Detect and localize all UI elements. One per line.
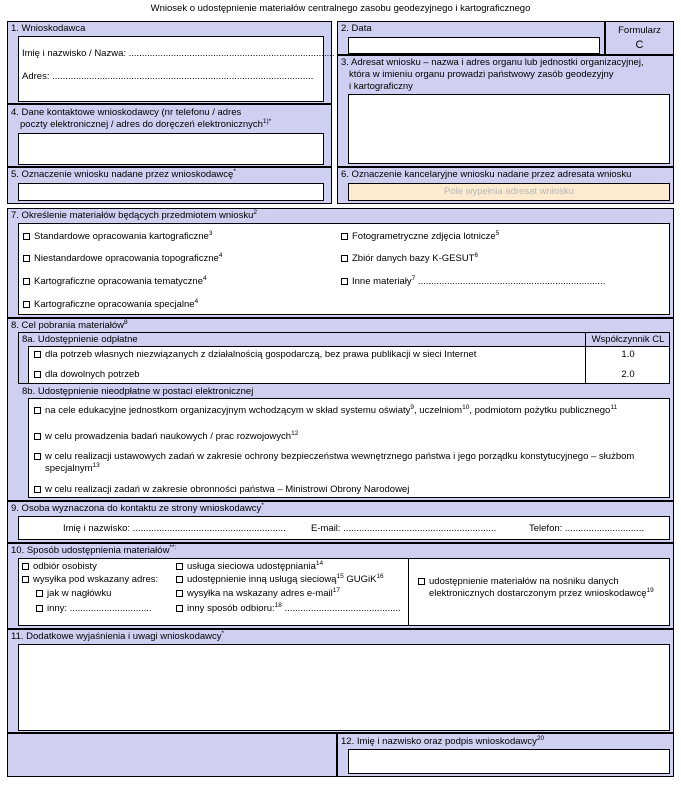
checkbox[interactable]	[22, 576, 29, 583]
free-option-education[interactable]	[34, 405, 617, 417]
option-label: w celu realizacji ustawowych zadań w zakresie ochrony bezpieczeństwa wewnętrznego państwa i jego porządku konstytucyjnego – służbom	[45, 451, 635, 462]
section-2-heading: 2. Data	[341, 23, 372, 34]
section-8a-heading: 8a. Udostępnienie odpłatne	[22, 334, 138, 345]
checkbox[interactable]	[36, 590, 43, 597]
section-8-heading-text: 8. Cel pobrania materiałów	[11, 320, 125, 331]
applicant-box[interactable]	[18, 36, 324, 102]
option-dots: .......................................................................	[415, 276, 606, 287]
section-4-heading-line2	[20, 119, 271, 131]
office-reference-placeholder: Pole wypełnia adresat wniosku	[444, 186, 574, 197]
free-option-security-line2	[45, 463, 100, 475]
section-11-heading	[11, 631, 224, 643]
footnote-mark: 7	[411, 274, 416, 282]
footnote-mark: *	[261, 501, 264, 509]
option-label: Standardowe opracowania kartograficzne	[34, 231, 209, 242]
delivery-personal-pickup[interactable]	[22, 561, 97, 573]
material-option-thematic[interactable]	[23, 276, 207, 288]
checkbox[interactable]	[34, 453, 41, 460]
delivery-email[interactable]	[176, 588, 340, 600]
checkbox[interactable]	[22, 563, 29, 570]
option-label: w celu prowadzenia badań naukowych / prac rozwojowych	[45, 431, 292, 442]
section-1-heading: 1. Wnioskodawca	[11, 23, 86, 34]
option-label: , podmiotom pożytku publicznego	[469, 405, 611, 416]
section-10-heading	[11, 545, 176, 557]
paid-option-own-use[interactable]	[34, 349, 476, 361]
addressee-box[interactable]	[348, 94, 670, 164]
checkbox[interactable]	[23, 301, 30, 308]
footnote-mark: 18	[274, 601, 282, 609]
footnote-mark: 2	[253, 208, 257, 216]
option-label: Kartograficzne opracowania tematyczne	[34, 276, 203, 287]
footnote-mark: 5	[495, 229, 500, 237]
footnote-mark: 13	[92, 461, 100, 469]
option-label: wysyłka pod wskazany adres:	[33, 574, 159, 585]
option-label: wysyłka na wskazany adres e-mail	[187, 588, 333, 599]
option-label: udostępnienie inną usługą sieciową	[187, 574, 337, 585]
material-option-other[interactable]	[341, 276, 605, 288]
option-label: Zbiór danych bazy K-GESUT	[352, 253, 475, 264]
remarks-textarea[interactable]	[18, 644, 670, 731]
section-11-heading-text: 11. Dodatkowe wyjaśnienia i uwagi wnioskodawcy	[11, 631, 222, 642]
contact-data-box[interactable]	[18, 133, 324, 165]
option-label: Kartograficzne opracowania specjalne	[34, 299, 195, 310]
contact-phone-field[interactable]: Telefon: ..............................	[529, 523, 645, 534]
footnote-mark: *	[221, 629, 225, 637]
checkbox[interactable]	[34, 407, 41, 414]
section-10-heading-text: 10. Sposób udostępnienia materiałów	[11, 545, 170, 556]
material-option-nonstandard[interactable]	[23, 253, 222, 265]
delivery-divider	[408, 558, 409, 626]
footnote-mark: 17	[332, 586, 340, 594]
footnote-mark: 16	[376, 572, 384, 580]
section-5-heading	[11, 169, 236, 181]
checkbox[interactable]	[36, 605, 43, 612]
section-8-heading	[11, 320, 128, 332]
option-label: GUGiK	[343, 574, 377, 585]
checkbox[interactable]	[34, 433, 41, 440]
option-label: Inne materiały	[352, 276, 412, 287]
section-3-heading-line2: która w imieniu organu prowadzi państwowy zasób geodezyjny	[349, 69, 614, 80]
option-label: dla dowolnych potrzeb	[45, 369, 140, 380]
footnote-mark: 4	[218, 251, 223, 259]
section-7-heading	[11, 210, 257, 222]
date-input[interactable]	[348, 37, 600, 54]
checkbox[interactable]	[23, 255, 30, 262]
signature-field[interactable]	[348, 749, 670, 774]
form-label: Formularz	[618, 25, 661, 36]
checkbox[interactable]	[341, 233, 348, 240]
checkbox[interactable]	[176, 576, 183, 583]
applicant-reference-input[interactable]	[18, 183, 324, 201]
section-6-heading: 6. Oznaczenie kancelaryjne wniosku nadane przez adresata wniosku	[341, 169, 632, 180]
material-option-special[interactable]	[23, 299, 198, 311]
footnote-mark: 4	[202, 274, 207, 282]
option-label: Niestandardowe opracowania topograficzne	[34, 253, 219, 264]
option-label: na cele edukacyjne jednostkom organizacyjnym wchodzącym w skład systemu oświaty	[45, 405, 411, 416]
footnote-mark: 8	[124, 318, 128, 326]
footnote-mark: **:	[169, 543, 177, 551]
delivery-other-way[interactable]	[176, 603, 401, 615]
footnote-mark: 3	[208, 229, 213, 237]
footnote-mark: 11	[610, 403, 618, 411]
option-label: dla potrzeb własnych niezwiązanych z działalnością gospodarczą, bez prawa publikacji w sieci Internet	[45, 349, 477, 360]
section-12-heading	[341, 736, 544, 748]
section-12-heading-text: 12. Imię i nazwisko oraz podpis wnioskodawcy	[341, 736, 537, 747]
material-option-standard[interactable]	[23, 231, 212, 243]
option-label: udostępnienie materiałów na nośniku danych	[429, 576, 619, 587]
checkbox[interactable]	[23, 233, 30, 240]
footnote-mark: 15	[336, 572, 344, 580]
footnote-mark: 9	[410, 403, 415, 411]
footnote-mark: 14	[315, 559, 324, 567]
option-label: odbiór osobisty	[33, 561, 97, 572]
option-label: inny: ...............................	[47, 603, 152, 614]
contact-email-field[interactable]: E-mail: ..........................................................	[311, 523, 497, 534]
footnote-mark: 12	[291, 429, 299, 437]
free-option-security[interactable]	[34, 451, 634, 463]
option-label: jak w nagłówku	[47, 588, 112, 599]
option-label: specjalnym	[45, 463, 93, 474]
footnote-mark: 20	[536, 734, 545, 742]
checkbox[interactable]	[34, 371, 41, 378]
section-4-heading-line2-text: poczty elektronicznej / adres do doręczeń elektronicznych	[20, 119, 263, 130]
delivery-ship-to-address[interactable]	[22, 574, 158, 586]
footnote-mark: 19	[646, 586, 654, 594]
checkbox[interactable]	[341, 278, 348, 285]
option-label: Fotogrametryczne zdjęcia lotnicze	[352, 231, 496, 242]
delivery-data-carrier[interactable]	[418, 576, 619, 588]
signature-blank-area	[7, 733, 337, 777]
delivery-ship-other-address[interactable]	[36, 603, 152, 615]
form-code: C	[635, 39, 644, 51]
checkbox[interactable]	[34, 351, 41, 358]
contact-name-field[interactable]: Imię i nazwisko: ..........................................................	[63, 523, 286, 534]
section-9-heading	[11, 503, 264, 515]
section-7-heading-text: 7. Określenie materiałów będących przedmiotem wniosku	[11, 210, 254, 221]
footnote-mark: *	[233, 167, 236, 175]
free-option-defence[interactable]	[34, 484, 409, 496]
footnote-mark: 4	[194, 297, 199, 305]
checkbox[interactable]	[176, 590, 183, 597]
option-dots: ............................................	[281, 603, 401, 614]
form-title: Wniosek o udostępnienie materiałów centralnego zasobu geodezyjnego i kartograficznego	[150, 3, 531, 14]
footnote-mark: 6	[474, 251, 479, 259]
footnote-mark: 10	[462, 403, 470, 411]
coef-value: 1.0	[621, 349, 635, 360]
delivery-other-network-service[interactable]	[176, 574, 384, 586]
checkbox[interactable]	[23, 278, 30, 285]
checkbox[interactable]	[418, 578, 425, 585]
free-option-research[interactable]	[34, 431, 298, 443]
section-8b-heading: 8b. Udostępnienie nieodpłatne w postaci elektronicznej	[22, 386, 254, 397]
coef-heading: Współczynnik CL	[591, 334, 665, 345]
section-9-heading-text: 9. Osoba wyznaczona do kontaktu ze strony wnioskodawcy	[11, 503, 262, 514]
applicant-address-field[interactable]: Adres: ...................................................................................................	[22, 71, 314, 82]
coef-value: 2.0	[621, 369, 635, 380]
checkbox[interactable]	[176, 563, 183, 570]
footnote-mark: 1)*	[262, 117, 272, 125]
section-3-heading-line1: 3. Adresat wniosku – nazwa i adres organu lub jednostki organizacyjnej,	[341, 57, 644, 68]
delivery-ship-header-address[interactable]	[36, 588, 111, 600]
option-label: , uczelniom	[414, 405, 463, 416]
section-3-heading-line3: i kartograficzny	[349, 81, 413, 92]
material-option-aerial-photos[interactable]	[341, 231, 499, 243]
option-label: usługa sieciowa udostępniania	[187, 561, 316, 572]
delivery-data-carrier-line2	[429, 588, 654, 600]
option-label: elektronicznych dostarczonym przez wnioskodawcę	[429, 588, 647, 599]
checkbox[interactable]	[341, 255, 348, 262]
material-option-kgesut[interactable]	[341, 253, 478, 265]
checkbox[interactable]	[34, 486, 41, 493]
checkbox[interactable]	[176, 605, 183, 612]
section-4-heading-line1: 4. Dane kontaktowe wnioskodawcy (nr telefonu / adres	[11, 107, 242, 118]
delivery-network-service[interactable]	[176, 561, 323, 573]
option-label: inny sposób odbioru:	[187, 603, 275, 614]
section-5-heading-text: 5. Oznaczenie wniosku nadane przez wnioskodawcę	[11, 169, 234, 180]
option-label: w celu realizacji zadań w zakresie obronności państwa – Ministrowi Obrony Narodowej	[45, 484, 410, 495]
applicant-name-field[interactable]: Imię i nazwisko / Nazwa: ..............................................................................	[22, 48, 335, 59]
paid-option-any-use[interactable]	[34, 369, 140, 381]
